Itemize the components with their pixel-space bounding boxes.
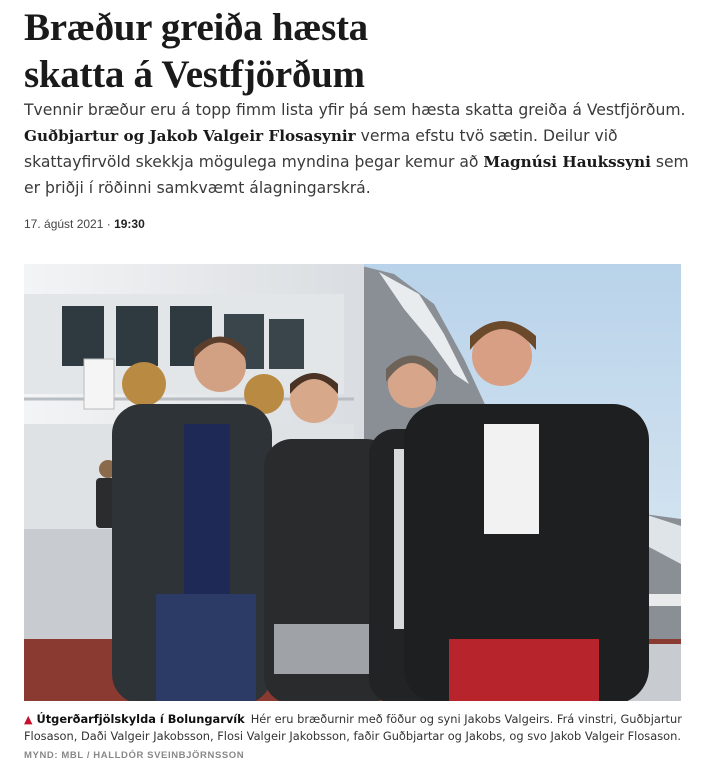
winch-drum <box>122 362 166 406</box>
caption-triangle-icon: ▲ <box>24 713 33 726</box>
article-photo[interactable] <box>24 264 681 701</box>
publish-date: 17. ágúst 2021 <box>24 217 104 231</box>
ship-window <box>62 306 104 366</box>
lead-text-3: sem er þriðji í röðinni samkvæmt álagningarskrá. <box>24 153 689 197</box>
dateline <box>24 217 145 231</box>
caption-title: Útgerðarfjölskylda í Bolungarvík <box>36 712 245 726</box>
date-separator: · <box>103 217 115 231</box>
ship-window <box>116 306 158 366</box>
headline-line-2: skatta á Vestfjörðum <box>24 53 365 96</box>
lead-text-1: Tvennir bræður eru á topp fimm lista yfir þá sem hæsta skatta greiða á Vestfjörðum. <box>24 101 686 119</box>
photo-caption <box>24 711 689 745</box>
publish-time: 19:30 <box>114 217 145 231</box>
caption-text: Hér eru bræðurnir með föður og syni Jakobs Valgeirs. Frá vinstri, Guðbjartur Flosason, Daði Valgeir Jakobsson, Flosi Valgeir Jakobsson, faðir Guðbjartar og Jakobs, og svo Jakob Valgeir Flosason. <box>24 712 682 743</box>
headline-line-1: Bræður greiða hæsta <box>24 6 368 49</box>
lead-bold-name: Magnúsi Haukssyni <box>483 153 651 171</box>
lead-bold-names: Guðbjartur og Jakob Valgeir Flosasynir <box>24 127 356 145</box>
lead-paragraph <box>24 97 689 201</box>
photo-illustration <box>24 264 681 701</box>
ship-window <box>269 319 304 369</box>
lead-text-2: verma efstu tvö sætin. Deilur við skattayfirvöld skekkja mögulega myndina þegar kemur að <box>24 127 618 171</box>
photo-credit: MYND: MBL / HALLDÓR SVEINBJÖRNSSON <box>24 750 245 761</box>
headline <box>24 4 684 98</box>
winch-housing <box>84 359 114 409</box>
